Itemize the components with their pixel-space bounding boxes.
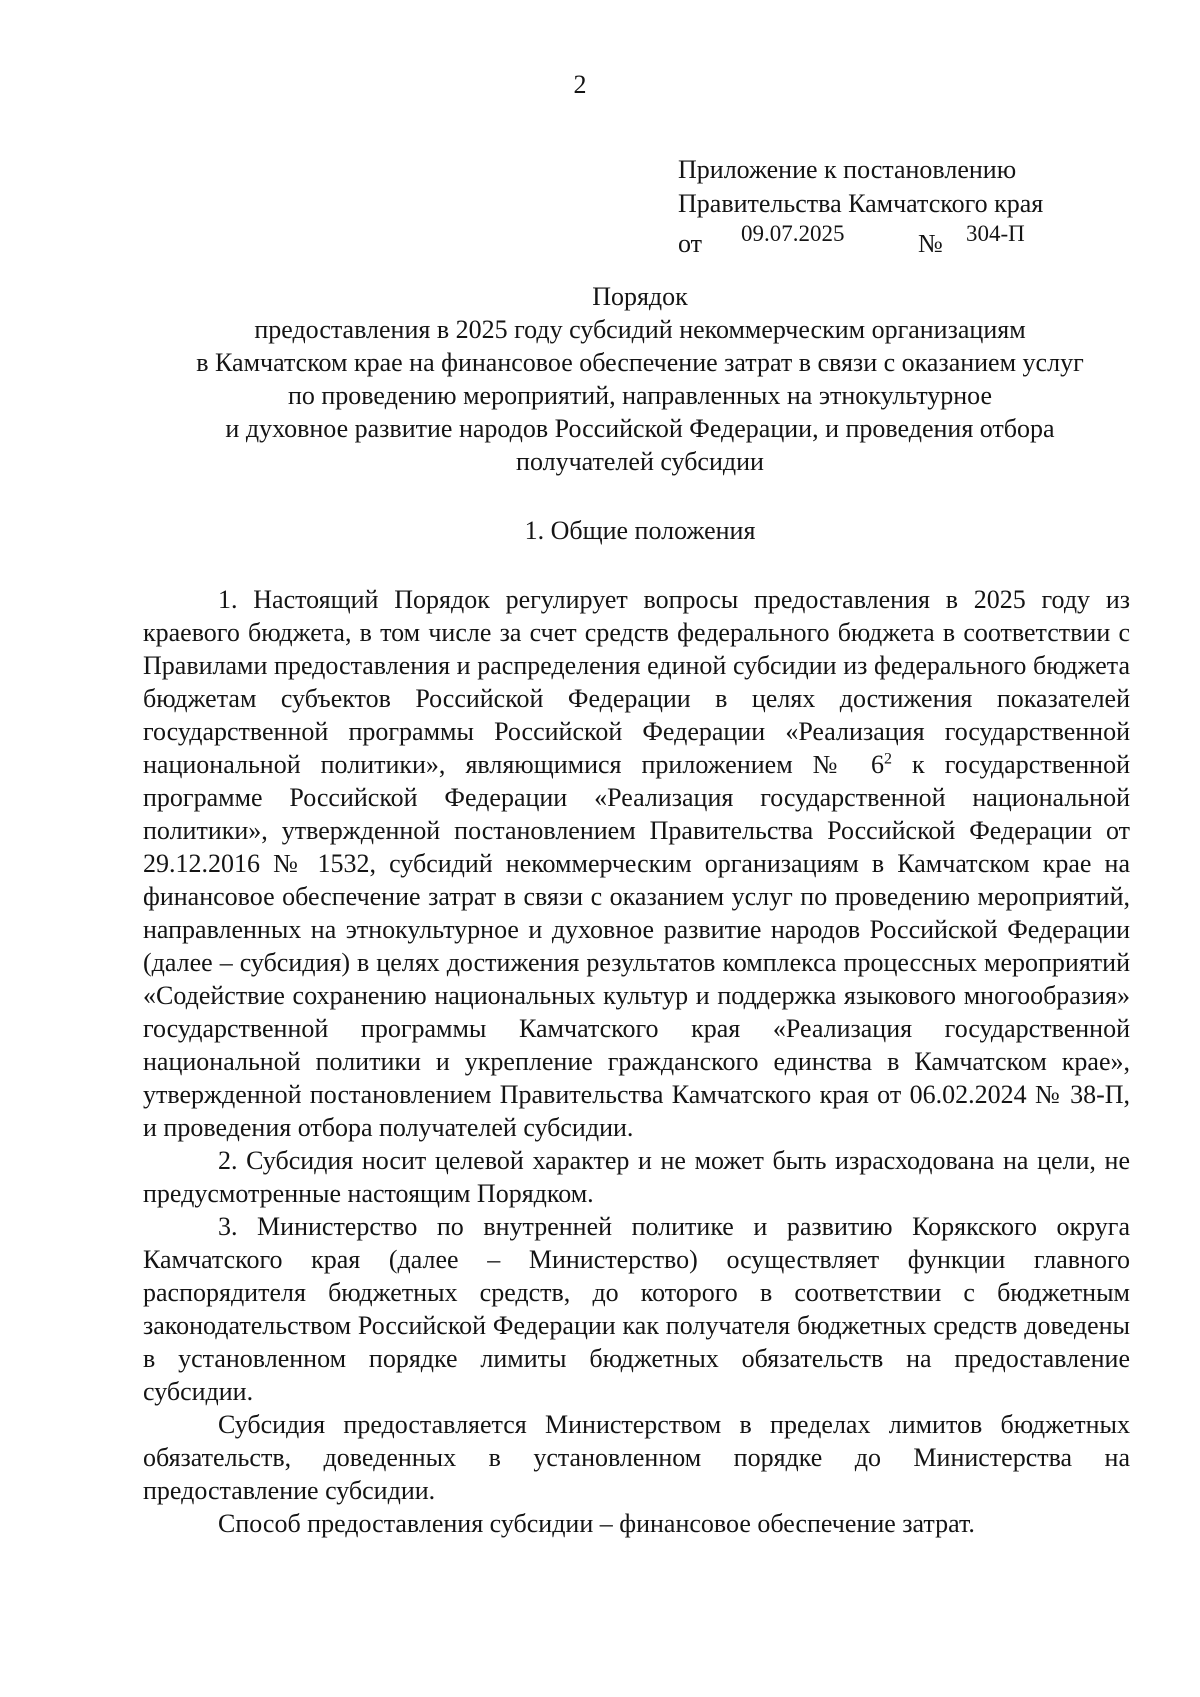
section-heading: 1. Общие положения	[524, 516, 756, 545]
paragraph-3: 3. Министерство по внутренней политике и развитию Корякского округа Камчатского края (далее – Министерство) осуществляет функции главного распорядителя бюджетных средств, до которого в соответствии с бюджетным законодательством Российской Федерации как получателя бюджетных средств доведены в установленном порядке лимиты бюджетных обязательств на предоставление субсидии.	[143, 1212, 1130, 1406]
paragraph-5: Способ предоставления субсидии – финансовое обеспечение затрат.	[218, 1509, 975, 1538]
title-line-5: и духовное развитие народов Российской Федерации, и проведения отбора	[225, 414, 1055, 443]
title-line-4: по проведению мероприятий, направленных на этнокультурное	[287, 381, 993, 410]
decree-number: 304-П	[966, 221, 1025, 246]
appendix-line-2: Правительства Камчатского края	[678, 189, 1044, 218]
title-line-3: в Камчатском крае на финансовое обеспечение затрат в связи с оказанием услуг	[196, 348, 1084, 377]
appendix-line-1: Приложение к постановлению	[678, 155, 1017, 184]
paragraph-4: Субсидия предоставляется Министерством в пределах лимитов бюджетных обязательств, доведенных в установленном порядке до Министерства на предоставление субсидии.	[143, 1410, 1130, 1505]
document-title	[140, 280, 1140, 478]
title-line-1: Порядок	[592, 282, 688, 311]
paragraph-1-superscript: 2	[884, 750, 893, 768]
paragraph-1	[143, 583, 1130, 1144]
paragraph-2: 2. Субсидия носит целевой характер и не может быть израсходована на цели, не предусмотренные настоящим Порядком.	[143, 1146, 1130, 1208]
title-line-6: получателей субсидии	[516, 447, 764, 476]
appendix-block	[678, 153, 1158, 258]
body-text	[143, 583, 1130, 1540]
title-line-2: предоставления в 2025 году субсидий некоммерческим организациям	[254, 315, 1026, 344]
paragraph-1-part-1: 1. Настоящий Порядок регулирует вопросы предоставления в 2025 году из краевого бюджета, в том числе за счет средств федерального бюджета в соответствии с Правилами предоставления и распределения единой субсидии из федерального бюджета бюджетам субъектов Российской Федерации в целях достижения показателей государственной программы Российской Федерации «Реализация государственной национальной политики», являющимися приложением № 6	[143, 585, 1130, 779]
from-label: от	[678, 229, 703, 258]
paragraph-1-part-2: к государственной программе Российской Федерации «Реализация государственной национальной политики», утвержденной постановлением Правительства Российской Федерации от 29.12.2016 № 1532, субсидий некоммерческим организациям в Камчатском крае на финансовое обеспечение затрат в связи с оказанием услуг по проведению мероприятий, направленных на этнокультурное и духовное развитие народов Российской Федерации (далее – субсидия) в целях достижения результатов комплекса процессных мероприятий «Содействие сохранению национальных культур и поддержка языкового многообразия» государственной программы Камчатского края «Реализация государственной национальной политики и укрепление гражданского единства в Камчатском крае», утвержденной постановлением Правительства Камчатского края от 06.02.2024 № 38-П, и проведения отбора получателей субсидии.	[143, 750, 1131, 1142]
number-sign: №	[918, 229, 943, 258]
appendix-date-row	[678, 221, 1158, 258]
page-number: 2	[573, 70, 587, 99]
decree-date: 09.07.2025	[741, 221, 845, 246]
